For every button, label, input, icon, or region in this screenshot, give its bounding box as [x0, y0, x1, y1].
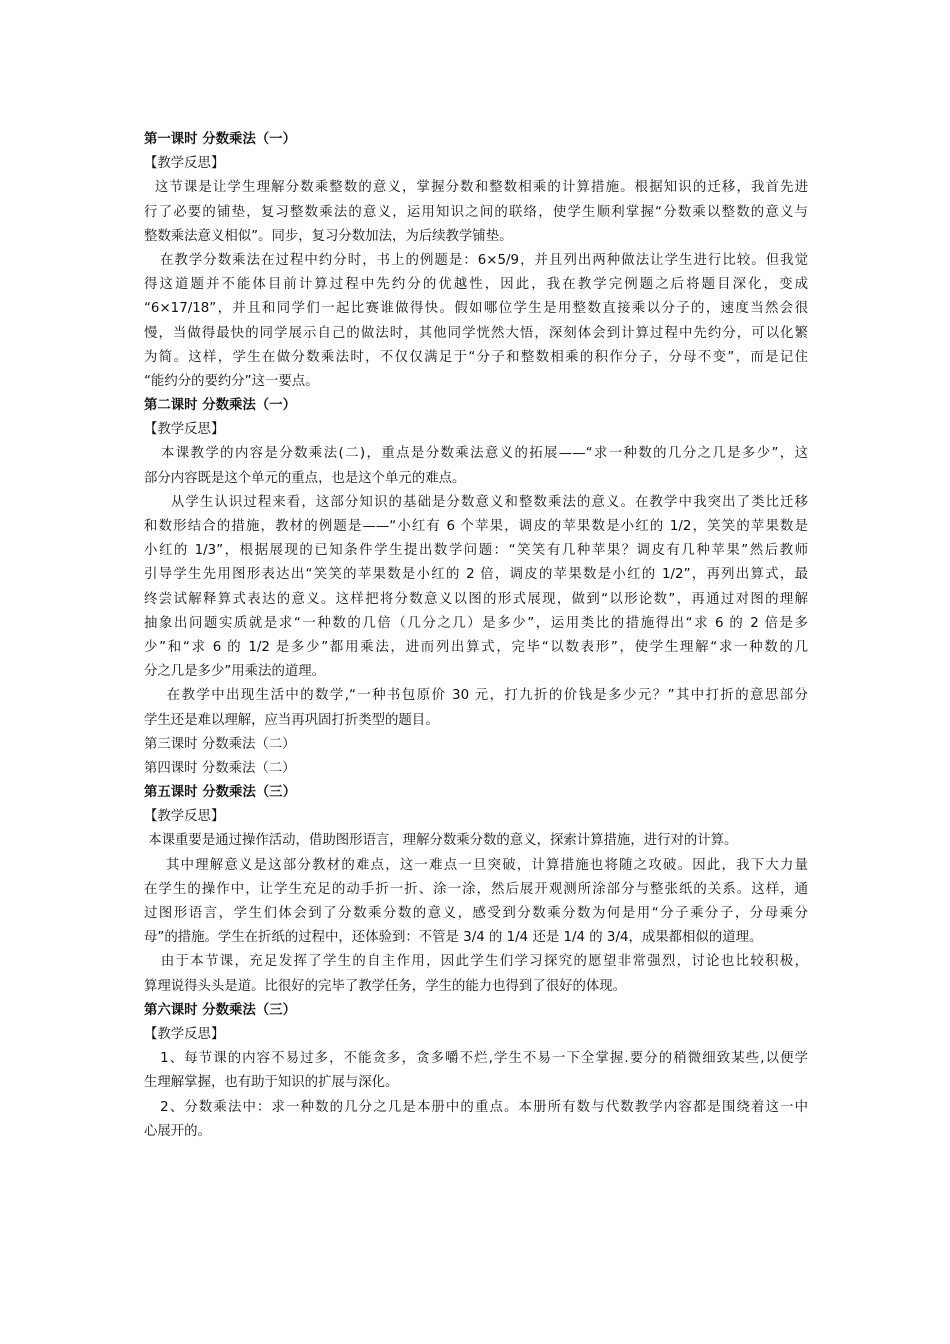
reflection-label: 【教学反思】 [144, 156, 225, 172]
text-line: 为简。这样，学生在做分数乘法时，不仅仅满足于“分子和整数相乘的积作分子，分母不变”，而是记住 [144, 349, 808, 365]
text-line: 在教学分数乘法在过程中约分时，书上的例题是：6×5/9，并且列出两种做法让学生进行比较。但我觉 [144, 252, 808, 268]
lesson-section [144, 781, 808, 999]
text-line: 得这道题并不能体目前计算过程中先约分的优越性，因此，我在教学完例题之后将题目深化，变成 [144, 277, 808, 293]
text-line: 抽象出问题实质就是求“一种数的几倍（几分之几）是多少”，运用类比的措施得出“求 6 的 2 倍是多 [144, 615, 808, 631]
text-line: 其中理解意义是这部分教材的难点，这一难点一旦突破，计算措施也将随之攻破。因此，我下大力量 [144, 857, 808, 873]
text-line: 2、分数乘法中：求一种数的几分之几是本册中的重点。本册所有数与代数教学内容都是围绕着这一中 [144, 1099, 808, 1115]
document-page [144, 128, 808, 1144]
text-line: 本课教学的内容是分数乘法(二)，重点是分数乘法意义的拓展——“求一种数的几分之几是多少”，这 [144, 446, 808, 462]
paragraph [144, 1096, 808, 1144]
lesson-title: 第二课时 分数乘法（一） [144, 398, 296, 414]
paragraph [144, 442, 808, 490]
text-line: 整数乘法意义相似”。同步，复习分数加法，为后续教学铺垫。 [144, 228, 513, 244]
text-line: 终尝试解释算式表达的意义。这样把将分数意义以图的形式展现，做到“以形论数”，再通过对图的理解 [144, 591, 808, 607]
lesson-section [144, 999, 808, 1144]
text-line: 部分内容既是这个单元的重点，也是这个单元的难点。 [144, 470, 466, 486]
reflection-label: 【教学反思】 [144, 809, 225, 825]
lesson-section [144, 733, 808, 757]
text-line: 和数形结合的措施，教材的例题是——“小红有 6 个苹果，调皮的苹果数是小红的 1/2，笑笑的苹果数是 [144, 519, 808, 534]
lesson-title: 第一课时 分数乘法（一） [144, 132, 296, 147]
paragraph [144, 829, 808, 853]
lesson-title: 第六课时 分数乘法（三） [144, 1002, 296, 1018]
text-line: 从学生认识过程来看，这部分知识的基础是分数意义和整数乘法的意义。在教学中我突出了类比迁移 [144, 494, 808, 510]
paragraph [144, 249, 808, 394]
paragraph [144, 684, 808, 732]
lesson-title: 第五课时 分数乘法（三） [144, 785, 296, 801]
text-line: 学生还是难以理解，应当再巩固打折类型的题目。 [144, 712, 439, 728]
paragraph [144, 1047, 808, 1095]
text-line: 小红的 1/3”，根据展现的已知条件学生提出数学问题：“笑笑有几种苹果？调皮有几种苹果”然后教师 [144, 543, 808, 559]
text-line: 在教学中出现生活中的数学,“一种书包原价 30 元，打九折的价钱是多少元？”其中打折的意思部分 [144, 688, 808, 704]
paragraph [144, 854, 808, 951]
text-line: 生理解掌握，也有助于知识的扩展与深化。 [144, 1075, 399, 1091]
text-line: 少”和“求 6 的 1/2 是多少”都用乘法，进而列出算式，完毕“以数表形”，使学生理解“求一种数的几 [144, 639, 808, 655]
text-line: 心展开的。 [144, 1123, 211, 1139]
lesson-title: 第三课时 分数乘法（二） [144, 736, 296, 752]
text-line: 算理说得头头是道。比很好的完毕了教学任务，学生的能力也得到了很好的体现。 [144, 978, 627, 994]
paragraph [144, 950, 808, 998]
text-line: “能约分的要约分”这一要点。 [144, 373, 319, 389]
lesson-section [144, 394, 808, 733]
reflection-label: 【教学反思】 [144, 1026, 225, 1042]
text-line: 这节课是让学生理解分数乘整数的意义，掌握分数和整数相乘的计算措施。根据知识的迁移，我首先进 [144, 180, 808, 196]
text-line: 慢，当做得最快的同学展示自己的做法时，其他同学恍然大悟，深刻体会到计算过程中先约分，可以化繁 [144, 325, 808, 341]
text-line: “6×17/18”，并且和同学们一起比赛谁做得快。假如哪位学生是用整数直接乘以分子的，速度当然会很 [144, 301, 808, 317]
lesson-section [144, 757, 808, 781]
text-line: 过图形语言，学生们体会到了分数乘分数的意义，感受到分数乘分数为何是用“分子乘分子，分母乘分 [144, 906, 808, 921]
lesson-section [144, 128, 808, 394]
text-line: 本课重要是通过操作活动，借助图形语言，理解分数乘分数的意义，探索计算措施，进行对的计算。 [144, 833, 738, 849]
text-line: 1、每节课的内容不易过多，不能贪多，贪多嚼不烂,学生不易一下全掌握.要分的稍微细致某些,以便学 [144, 1051, 808, 1067]
lesson-title: 第四课时 分数乘法（二） [144, 760, 296, 776]
text-line: 在学生的操作中，让学生充足的动手折一折、涂一涂，然后展开观测所涂部分与整张纸的关系。这样，通 [144, 881, 808, 897]
text-line: 引导学生先用图形表达出“笑笑的苹果数是小红的 2 倍，调皮的苹果数是小红的 1/2”，再列出算式，最 [144, 567, 808, 583]
text-line: 行了必要的铺垫，复习整数乘法的意义，运用知识之间的联络，使学生顺利掌握“分数乘以整数的意义与 [144, 204, 808, 220]
text-line: 由于本节课，充足发挥了学生的自主作用，因此学生们学习探究的愿望非常强烈，讨论也比较积极， [144, 954, 808, 970]
paragraph [144, 176, 808, 249]
text-line: 分之几是多少”用乘法的道理。 [144, 664, 326, 680]
paragraph [144, 491, 808, 685]
reflection-label: 【教学反思】 [144, 422, 225, 438]
text-line: 母”的措施。学生在折纸的过程中，还体验到：不管是 3/4 的 1/4 还是 1/4 的 3/4，成果都相似的道理。 [144, 930, 763, 946]
